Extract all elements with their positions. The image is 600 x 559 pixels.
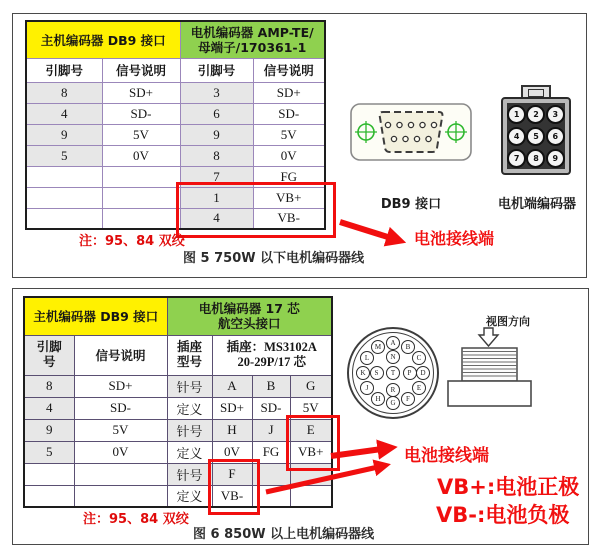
aviation-pin-T: T (386, 366, 400, 380)
figure6-caption: 图 6 850W 以上电机编码器线 (193, 527, 375, 542)
encoder-pin-1: 1 (507, 105, 526, 124)
aviation-pin-H: H (371, 392, 385, 406)
aviation-pin-G: G (386, 396, 400, 410)
encoder-pin-9: 9 (546, 149, 565, 168)
table-cell: 5V (102, 124, 180, 145)
db9-connector-drawing (349, 96, 473, 170)
table-cell: SD- (74, 397, 167, 419)
table-cell: SD+ (253, 82, 325, 103)
battery-terminal-annotation: 电池接线端 (414, 229, 495, 248)
encoder-pin-2: 2 (526, 105, 545, 124)
table-cell: 定义 (167, 441, 212, 463)
table-cell (290, 485, 332, 507)
table-cell: 1 (180, 187, 253, 208)
table-cell: 信号说明 (74, 335, 167, 375)
table-cell: 5V (74, 419, 167, 441)
aviation-pin-F: F (401, 392, 415, 406)
aviation-pin-L: L (360, 351, 374, 365)
motor-encoder-connector-drawing (499, 85, 575, 177)
encoder-pin-8: 8 (526, 149, 545, 168)
table-cell: 6 (180, 103, 253, 124)
table-cell: SD- (102, 103, 180, 124)
motor-encoder-label: 电机端编码器 (497, 197, 576, 212)
aviation-pin-R: R (386, 383, 400, 397)
table-cell: 4 (180, 208, 253, 229)
table-cell (24, 463, 74, 485)
aviation-pin-P: P (403, 366, 417, 380)
twisted-pair-note: 注：95、84 双绞 (79, 234, 185, 249)
figure5-caption: 图 5 750W 以下电机编码器线 (183, 251, 365, 266)
table-cell: F (212, 463, 252, 485)
table-cell (102, 166, 180, 187)
table-cell: 4 (26, 103, 102, 124)
aviation-connector-drawing (347, 327, 439, 419)
table-cell: FG (253, 166, 325, 187)
aviation-pin-B: B (401, 340, 415, 354)
table-cell: 5V (253, 124, 325, 145)
encoder-pin-6: 6 (546, 127, 565, 146)
table-cell: H (212, 419, 252, 441)
table-cell: 信号说明 (253, 58, 325, 82)
table-cell: SD+ (212, 397, 252, 419)
table-cell: 0V (253, 145, 325, 166)
table-cell: 9 (180, 124, 253, 145)
table-cell: 插座：MS3102A 20-29P/17 芯 (212, 335, 332, 375)
encoder-pin-7: 7 (507, 149, 526, 168)
table-cell: VB- (212, 485, 252, 507)
connector-side-view-drawing (436, 327, 540, 409)
header-host-db9: 主机编码器 DB9 接口 (26, 21, 180, 58)
table-cell: 3 (180, 82, 253, 103)
table-cell: J (252, 419, 290, 441)
table-cell (74, 485, 167, 507)
table-cell: VB- (253, 208, 325, 229)
table-cell: 5V (290, 397, 332, 419)
twisted-pair-note: 注：95、84 双绞 (83, 512, 189, 527)
header-motor-amp (180, 21, 325, 58)
table-cell: 引脚 号 (24, 335, 74, 375)
aviation-pin-S: S (370, 366, 384, 380)
view-direction-label: 视图方向 (486, 315, 530, 328)
table-cell: 0V (74, 441, 167, 463)
header-line2: 航空头接口 (217, 316, 281, 332)
table-cell: SD- (252, 397, 290, 419)
table-cell: 9 (24, 419, 74, 441)
connector-pin-grid (507, 103, 565, 169)
encoder-pin-3: 3 (546, 105, 565, 124)
header-line1: 电机编码器 17 芯 (198, 301, 300, 317)
table-cell: 针号 (167, 375, 212, 397)
table-cell (290, 463, 332, 485)
db9-amp-wiring-table (25, 20, 326, 230)
header-line1: 电机编码器 AMP-TE/ (190, 24, 314, 40)
db9-label: DB9 接口 (380, 197, 442, 212)
figure5-panel (12, 13, 587, 278)
header-host-db9: 主机编码器 DB9 接口 (24, 297, 167, 335)
table-cell: 7 (180, 166, 253, 187)
table-cell: SD+ (74, 375, 167, 397)
table-cell: 针号 (167, 463, 212, 485)
header-line2: 母端子/170361-1 (198, 39, 307, 55)
table-cell: 0V (102, 145, 180, 166)
table-cell: 信号说明 (102, 58, 180, 82)
table-cell: B (252, 375, 290, 397)
table-cell (24, 485, 74, 507)
aviation-pin-D: D (416, 366, 430, 380)
table-cell: 定义 (167, 397, 212, 419)
table-cell (26, 187, 102, 208)
table-cell: VB+ (290, 441, 332, 463)
table-cell: 定义 (167, 485, 212, 507)
table-cell: VB+ (253, 187, 325, 208)
aviation-pin-K: K (356, 366, 370, 380)
table-cell: 针号 (167, 419, 212, 441)
table-cell: FG (252, 441, 290, 463)
table-cell: 9 (26, 124, 102, 145)
table-cell: G (290, 375, 332, 397)
table-cell (26, 208, 102, 229)
table-cell: SD+ (102, 82, 180, 103)
table-cell: 插座 型号 (167, 335, 212, 375)
table-cell: E (290, 419, 332, 441)
vb-plus-definition: VB+:电池正极 (437, 475, 580, 499)
table-cell (26, 166, 102, 187)
table-cell: 0V (212, 441, 252, 463)
table-cell: SD- (253, 103, 325, 124)
table-cell: 8 (180, 145, 253, 166)
battery-terminal-annotation: 电池接线端 (404, 446, 489, 466)
table-cell (252, 463, 290, 485)
encoder-pin-4: 4 (507, 127, 526, 146)
table-cell: 5 (24, 441, 74, 463)
vb-minus-definition: VB-:电池负极 (436, 503, 570, 527)
table-cell: 8 (26, 82, 102, 103)
table-cell (102, 208, 180, 229)
table-cell: 4 (24, 397, 74, 419)
table-cell (252, 485, 290, 507)
aviation-pin-E: E (412, 381, 426, 395)
table-cell: 5 (26, 145, 102, 166)
aviation-pin-C: C (412, 351, 426, 365)
aviation-pin-M: M (371, 340, 385, 354)
header-motor-17pin (167, 297, 332, 335)
table-cell (74, 463, 167, 485)
table-cell (102, 187, 180, 208)
db9-aviation-wiring-table (23, 296, 333, 508)
aviation-pin-A: A (386, 336, 400, 350)
table-cell: 引脚号 (180, 58, 253, 82)
encoder-pin-5: 5 (526, 127, 545, 146)
table-cell: 引脚号 (26, 58, 102, 82)
table-cell: 8 (24, 375, 74, 397)
aviation-pin-J: J (360, 381, 374, 395)
aviation-pin-N: N (386, 350, 400, 364)
table-cell: A (212, 375, 252, 397)
